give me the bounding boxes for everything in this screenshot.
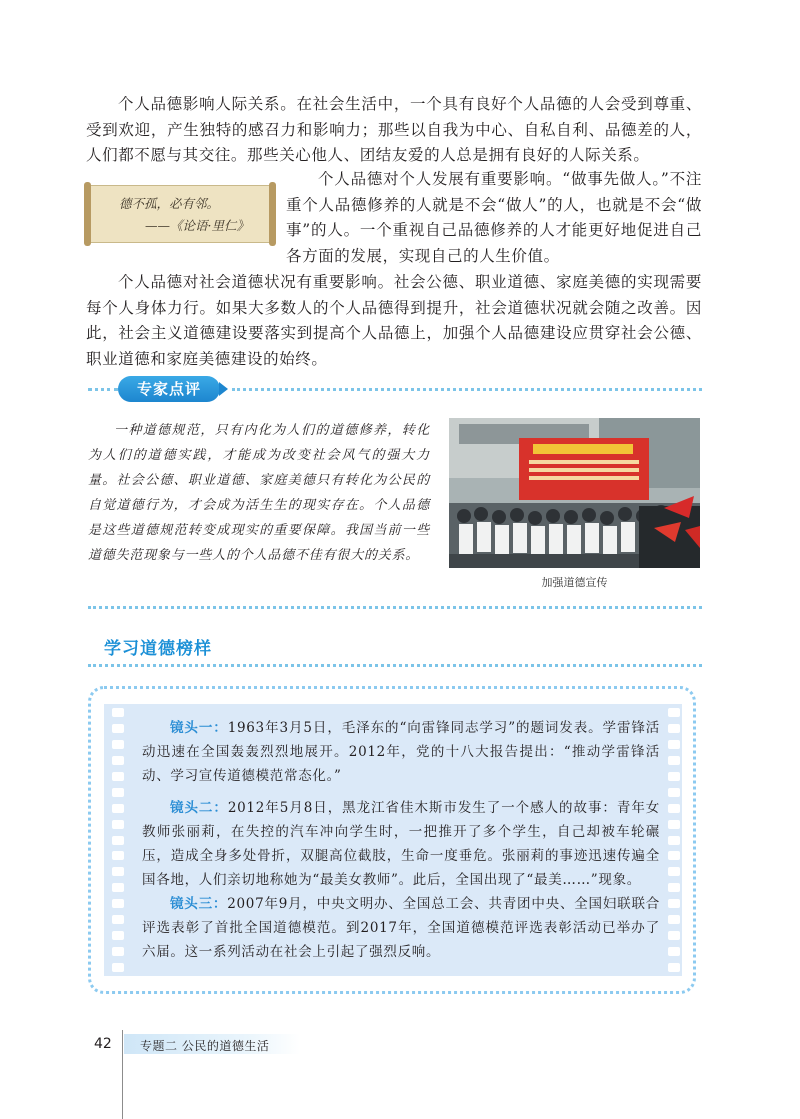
film-sprocket-holes-left [112,708,124,972]
paragraph-personal-development: 个人品德对个人发展有重要影响。“做事先做人。”不注重个人品德修养的人就是不会“做人”的人，也就是不会“做事”的人。一个重视自己品德修养的人才能更好地促进自己各方面的发展，实现自己的人生价值。 [286,170,702,265]
quote-scroll [88,185,272,243]
expert-comment-badge: 专家点评 [118,376,220,402]
page-number: 42 [94,1036,112,1052]
divider-dots [88,606,702,609]
shot-three-text: 2007年9月，中央文明办、全国总工会、共青团中央、全国妇联联合评选表彰了首批全国道德模范。到2017年，全国道德模范评选表彰活动已举办了六届。这一系列活动在社会上引起了强烈反响。 [142,896,660,960]
shot-three [142,892,660,964]
film-sprocket-holes-right [668,708,680,972]
paragraph-social-morality: 个人品德对社会道德状况有重要影响。社会公德、职业道德、家庭美德的实现需要每个人身体力行。如果大多数人的个人品德得到提升，社会道德状况就会随之改善。因此，社会主义道德建设要落实到提高个人品德上，加强个人品德建设应贯穿社会公德、职业道德和家庭美德建设的始终。 [86,273,702,368]
divider-dots [88,664,702,667]
shot-three-label: 镜头三： [170,896,228,912]
shot-one-label: 镜头一： [170,720,228,736]
shot-two-label: 镜头二： [170,800,228,816]
footer-rule [122,1030,123,1119]
shot-two-text: 2012年5月8日，黑龙江省佳木斯市发生了一个感人的故事：青年女教师张丽莉，在失控的汽车冲向学生时，一把推开了多个学生，自己却被车轮碾压，造成全身多处骨折，双腿高位截肢，生命一度垂危。张丽莉的事迹迅速传遍全国各地，人们亲切地称她为“最美女教师”。此后，全国出现了“最美……”现象。 [142,800,660,888]
expert-comment-text: 一种道德规范，只有内化为人们的道德修养，转化为人们的道德实践，才能成为改变社会风气的强大力量。社会公德、职业道德、家庭美德只有转化为公民的自觉道德行为，才会成为活生生的现实存在。个人品德是这些道德规范转变成现实的重要保障。我国当前一些道德失范现象与一些人的个人品德不佳有很大的关系。 [88,423,430,563]
chapter-title: 专题二 公民的道德生活 [140,1039,270,1053]
moral-propaganda-photo [449,418,700,568]
section-title: 学习道德榜样 [104,639,212,659]
divider-dots-left [88,388,118,391]
shot-one [142,716,660,788]
photo-caption: 加强道德宣传 [541,576,608,589]
shot-one-text: 1963年3月5日，毛泽东的“向雷锋同志学习”的题词发表。学雷锋活动迅速在全国轰轰烈烈地展开。2012年，党的十八大报告提出：“推动学雷锋活动、学习宣传道德模范常态化。” [142,720,660,784]
quote-text: 德不孤，必有邻。 [119,196,220,211]
quote-source: ——《论语·里仁》 [145,218,249,233]
shot-two [142,796,660,892]
paragraph-interpersonal: 个人品德影响人际关系。在社会生活中，一个具有良好个人品德的人会受到尊重、受到欢迎，产生独特的感召力和影响力；那些以自我为中心、自私自利、品德差的人，人们都不愿与其交往。那些关心他人、团结友爱的人总是拥有良好的人际关系。 [86,95,702,164]
divider-dots-right [232,388,702,391]
